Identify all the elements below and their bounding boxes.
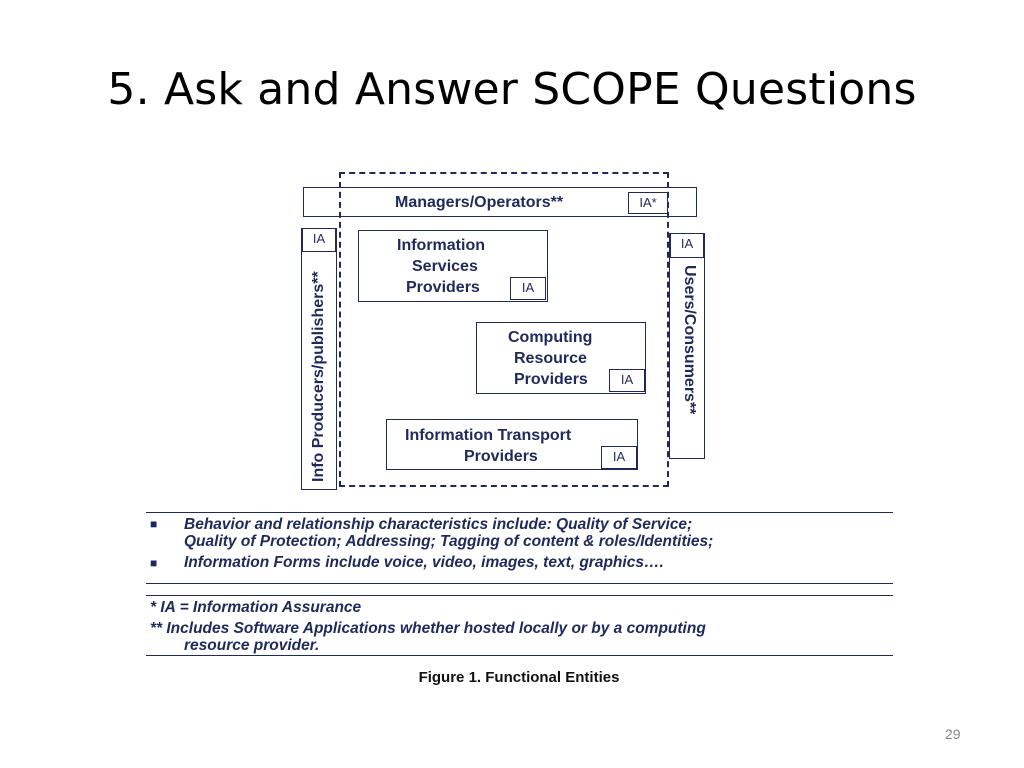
info-services-line2: Services [412, 258, 478, 275]
slide-title: 5. Ask and Answer SCOPE Questions [107, 64, 917, 115]
notes-top-rule [146, 512, 893, 513]
consumers-ia-badge: IA [670, 233, 704, 258]
info-producers-label: Info Producers/publishers** [310, 271, 327, 482]
footnote-software-line2: resource provider. [184, 637, 320, 654]
footnote-ia: * IA = Information Assurance [150, 599, 362, 616]
managers-operators-label: Managers/Operators** [395, 194, 564, 211]
transport-line1: Information Transport [405, 427, 572, 444]
note-bullet1-line1: Behavior and relationship characteristics include: Quality of Service; [184, 516, 693, 533]
computing-line2: Resource [514, 350, 587, 367]
figure-caption: Figure 1. Functional Entities [418, 669, 620, 686]
bullet-marker-2: ■ [150, 556, 158, 570]
bullet-marker-1: ■ [150, 517, 158, 531]
computing-ia-badge: IA [609, 369, 645, 392]
transport-ia-badge: IA [601, 446, 637, 469]
notes-mid-rule-2 [146, 595, 893, 596]
note-bullet2: Information Forms include voice, video, images, text, graphics…. [184, 554, 664, 571]
managers-ia-badge: IA* [628, 192, 668, 214]
transport-line2: Providers [464, 448, 538, 465]
computing-line3: Providers [514, 371, 588, 388]
producers-ia-badge: IA [302, 228, 336, 252]
users-consumers-label: Users/Consumers** [681, 265, 698, 415]
notes-mid-rule-1 [146, 583, 893, 584]
footnote-software-line1: ** Includes Software Applications whether hosted locally or by a computing [150, 620, 706, 637]
info-services-line3: Providers [406, 279, 480, 296]
note-bullet1-line2: Quality of Protection; Addressing; Tagging of content & roles/Identities; [184, 533, 714, 550]
info-services-line1: Information [397, 237, 485, 254]
notes-bottom-rule [146, 655, 893, 656]
info-services-ia-badge: IA [510, 277, 546, 300]
computing-line1: Computing [508, 329, 593, 346]
page-number: 29 [945, 726, 961, 742]
